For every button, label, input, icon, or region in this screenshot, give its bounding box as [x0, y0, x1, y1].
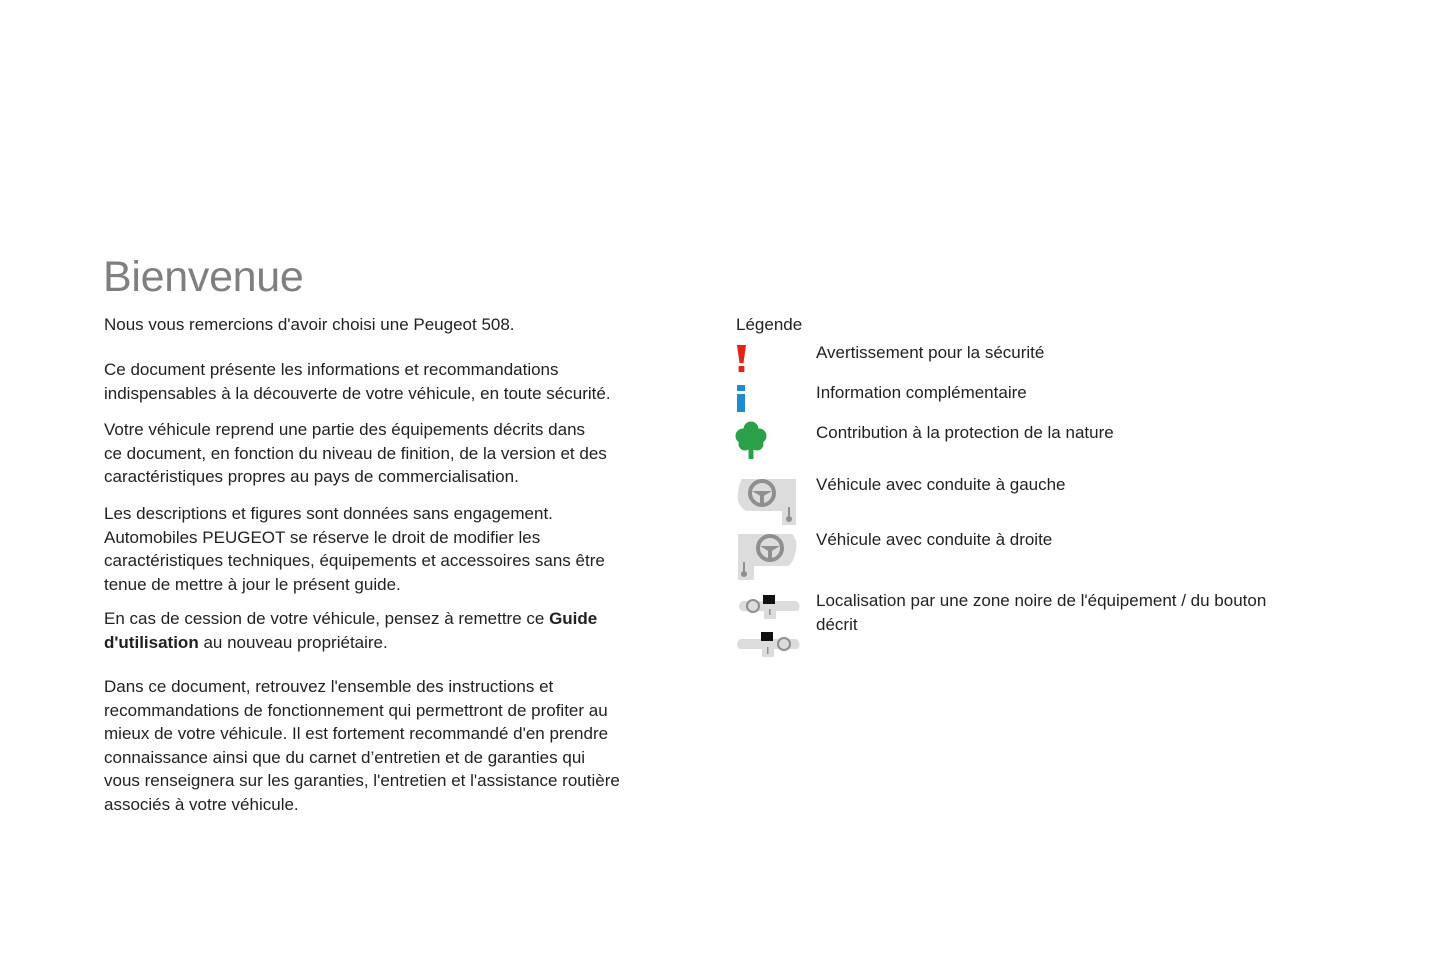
intro-paragraph-disclaimer	[104, 502, 605, 596]
legend-text: Avertissement pour la sécurité	[816, 343, 1045, 362]
text-line: mieux de votre véhicule. Il est fortement recommandé d'en prendre	[104, 724, 609, 744]
text-line: connaissance ainsi que du carnet d’entretien et de garanties qui	[104, 747, 586, 767]
intro-paragraph-transfer	[104, 607, 597, 654]
info-icon	[735, 384, 749, 416]
right-hand-drive-icon	[736, 532, 800, 584]
text-line: Les descriptions et figures sont données sans engagement.	[104, 504, 553, 523]
guide-bold-text: Guide	[549, 609, 598, 628]
text-line: Ce document présente les informations et recommandations	[104, 360, 559, 379]
text-line: Automobiles PEUGEOT se réserve le droit de modifier les	[104, 527, 541, 547]
intro-paragraph-equipment	[104, 418, 607, 489]
text-fragment: En cas de cession de votre véhicule, pensez à remettre ce	[104, 609, 550, 628]
intro-paragraph-instructions	[104, 675, 620, 817]
text-line: décrit	[816, 614, 858, 634]
text-line: Localisation par une zone noire de l'équipement / du bouton	[816, 591, 1267, 610]
tree-icon	[734, 421, 768, 463]
text-line: recommandations de fonctionnement qui permettront de profiter au	[104, 700, 608, 720]
page-title: Bienvenue	[103, 253, 304, 301]
legend-text: Véhicule avec conduite à droite	[816, 530, 1053, 549]
text-line: caractéristiques techniques, équipements et accessoires sans être	[104, 551, 605, 571]
text-line: ce document, en fonction du niveau de finition, de la version et des	[104, 443, 607, 463]
intro-paragraph-thanks	[104, 313, 515, 337]
text-line: Dans ce document, retrouvez l'ensemble des instructions et	[104, 677, 554, 696]
legend-text: Information complémentaire	[816, 383, 1027, 402]
text-line: Nous vous remercions d'avoir choisi une Peugeot 508.	[104, 315, 515, 334]
text-line: tenue de mettre à jour le présent guide.	[104, 574, 401, 594]
guide-bold-text: d'utilisation	[104, 632, 199, 652]
legend-text: Véhicule avec conduite à gauche	[816, 475, 1066, 494]
legend-text: Contribution à la protection de la nature	[816, 423, 1114, 442]
intro-paragraph-purpose	[104, 358, 611, 405]
legend-title: Légende	[736, 315, 803, 334]
location-zone-icon	[736, 593, 802, 663]
text-line: associés à votre véhicule.	[104, 794, 299, 814]
left-hand-drive-icon	[736, 477, 800, 529]
warning-icon	[735, 344, 749, 376]
legend-text	[816, 589, 1266, 636]
text-line: caractéristiques propres au pays de commercialisation.	[104, 467, 519, 487]
text-line: indispensables à la découverte de votre véhicule, en toute sécurité.	[104, 383, 611, 403]
text-line: vous renseignera sur les garanties, l'entretien et l'assistance routière	[104, 771, 620, 791]
text-fragment: au nouveau propriétaire.	[198, 632, 388, 652]
text-line: Votre véhicule reprend une partie des équipements décrits dans	[104, 420, 586, 439]
